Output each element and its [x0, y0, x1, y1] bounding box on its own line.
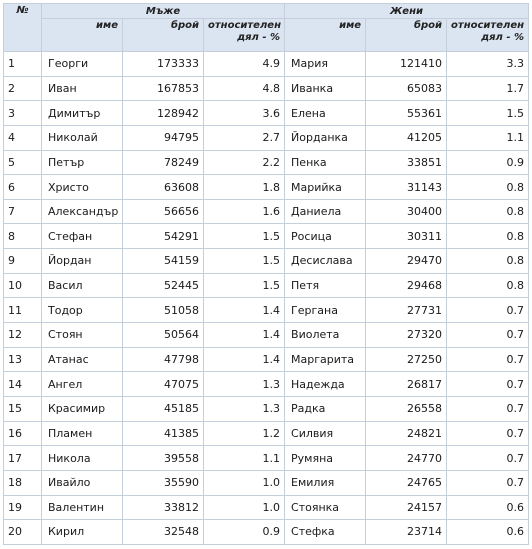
men-count-cell: 167853 [123, 76, 204, 101]
rank-cell: 12 [4, 323, 42, 348]
women-name-cell: Надежда [285, 372, 366, 397]
men-count-cell: 54291 [123, 224, 204, 249]
rank-cell: 18 [4, 470, 42, 495]
men-share-cell: 1.4 [204, 347, 285, 372]
women-share-cell: 0.8 [447, 224, 529, 249]
women-share-cell: 0.8 [447, 175, 529, 200]
table-body [4, 52, 529, 545]
men-count-cell: 39558 [123, 446, 204, 471]
men-share-header: относителен дял - % [204, 19, 285, 52]
women-count-cell: 29468 [366, 273, 447, 298]
table-row [4, 224, 529, 249]
men-name-cell: Димитър [42, 101, 123, 126]
women-header: Жени [285, 4, 529, 19]
women-name-cell: Емилия [285, 470, 366, 495]
women-name-header: име [285, 19, 366, 52]
women-share-cell: 0.7 [447, 421, 529, 446]
women-name-cell: Румяна [285, 446, 366, 471]
women-name-cell: Мария [285, 52, 366, 77]
women-share-cell: 0.8 [447, 249, 529, 274]
table-row [4, 199, 529, 224]
rank-cell: 1 [4, 52, 42, 77]
women-share-cell: 0.7 [447, 396, 529, 421]
men-name-cell: Кирил [42, 520, 123, 545]
table-row [4, 175, 529, 200]
women-count-cell: 121410 [366, 52, 447, 77]
men-count-cell: 52445 [123, 273, 204, 298]
women-name-cell: Стоянка [285, 495, 366, 520]
men-count-header: брой [123, 19, 204, 52]
men-count-cell: 56656 [123, 199, 204, 224]
men-name-cell: Васил [42, 273, 123, 298]
women-share-cell: 0.7 [447, 347, 529, 372]
men-count-cell: 78249 [123, 150, 204, 175]
rank-cell: 7 [4, 199, 42, 224]
men-name-cell: Никола [42, 446, 123, 471]
women-name-cell: Силвия [285, 421, 366, 446]
women-name-cell: Марийка [285, 175, 366, 200]
men-share-cell: 1.4 [204, 298, 285, 323]
table-row [4, 101, 529, 126]
men-name-cell: Тодор [42, 298, 123, 323]
table-row [4, 396, 529, 421]
men-share-cell: 1.3 [204, 372, 285, 397]
men-count-cell: 50564 [123, 323, 204, 348]
rank-cell: 11 [4, 298, 42, 323]
women-share-cell: 0.6 [447, 495, 529, 520]
men-count-cell: 173333 [123, 52, 204, 77]
men-name-cell: Николай [42, 125, 123, 150]
women-share-header: относителен дял - % [447, 19, 529, 52]
women-count-cell: 30400 [366, 199, 447, 224]
men-name-cell: Александър [42, 199, 123, 224]
women-name-cell: Десислава [285, 249, 366, 274]
men-name-cell: Ивайло [42, 470, 123, 495]
women-count-cell: 55361 [366, 101, 447, 126]
men-name-cell: Ангел [42, 372, 123, 397]
rank-cell: 9 [4, 249, 42, 274]
men-share-cell: 4.9 [204, 52, 285, 77]
women-count-cell: 24157 [366, 495, 447, 520]
rank-cell: 13 [4, 347, 42, 372]
men-share-cell: 1.8 [204, 175, 285, 200]
rank-cell: 16 [4, 421, 42, 446]
rank-cell: 4 [4, 125, 42, 150]
men-name-cell: Георги [42, 52, 123, 77]
men-share-cell: 1.0 [204, 470, 285, 495]
men-count-cell: 54159 [123, 249, 204, 274]
table-row [4, 323, 529, 348]
women-count-cell: 29470 [366, 249, 447, 274]
men-name-header: име [42, 19, 123, 52]
women-share-cell: 0.8 [447, 199, 529, 224]
women-share-cell: 0.6 [447, 520, 529, 545]
men-count-cell: 41385 [123, 421, 204, 446]
men-name-cell: Красимир [42, 396, 123, 421]
women-count-cell: 27320 [366, 323, 447, 348]
women-name-cell: Даниела [285, 199, 366, 224]
women-share-cell: 0.9 [447, 150, 529, 175]
women-name-cell: Йорданка [285, 125, 366, 150]
men-share-cell: 4.8 [204, 76, 285, 101]
table-row [4, 495, 529, 520]
rank-cell: 2 [4, 76, 42, 101]
men-count-cell: 94795 [123, 125, 204, 150]
women-count-cell: 24770 [366, 446, 447, 471]
number-header: № [4, 4, 42, 52]
names-table [3, 3, 529, 545]
men-name-cell: Христо [42, 175, 123, 200]
women-name-cell: Иванка [285, 76, 366, 101]
men-name-cell: Атанас [42, 347, 123, 372]
men-name-cell: Стефан [42, 224, 123, 249]
women-name-cell: Петя [285, 273, 366, 298]
women-share-cell: 1.5 [447, 101, 529, 126]
women-share-cell: 0.7 [447, 446, 529, 471]
men-share-cell: 1.5 [204, 273, 285, 298]
men-name-cell: Петър [42, 150, 123, 175]
women-count-cell: 41205 [366, 125, 447, 150]
men-name-cell: Валентин [42, 495, 123, 520]
women-share-cell: 0.7 [447, 298, 529, 323]
men-name-cell: Стоян [42, 323, 123, 348]
men-count-cell: 63608 [123, 175, 204, 200]
men-share-cell: 1.6 [204, 199, 285, 224]
men-count-cell: 47798 [123, 347, 204, 372]
women-count-cell: 24821 [366, 421, 447, 446]
men-share-cell: 1.0 [204, 495, 285, 520]
women-count-cell: 27250 [366, 347, 447, 372]
rank-cell: 14 [4, 372, 42, 397]
women-count-cell: 23714 [366, 520, 447, 545]
men-count-cell: 45185 [123, 396, 204, 421]
table-row [4, 76, 529, 101]
men-count-cell: 33812 [123, 495, 204, 520]
men-count-cell: 51058 [123, 298, 204, 323]
women-name-cell: Виолета [285, 323, 366, 348]
men-name-cell: Пламен [42, 421, 123, 446]
table-row [4, 298, 529, 323]
women-name-cell: Гергана [285, 298, 366, 323]
rank-cell: 15 [4, 396, 42, 421]
women-name-cell: Елена [285, 101, 366, 126]
women-name-cell: Стефка [285, 520, 366, 545]
women-name-cell: Радка [285, 396, 366, 421]
men-name-cell: Йордан [42, 249, 123, 274]
women-count-cell: 30311 [366, 224, 447, 249]
rank-cell: 8 [4, 224, 42, 249]
men-count-cell: 35590 [123, 470, 204, 495]
rank-cell: 6 [4, 175, 42, 200]
table-row [4, 470, 529, 495]
men-share-cell: 2.2 [204, 150, 285, 175]
men-share-cell: 1.2 [204, 421, 285, 446]
men-share-cell: 3.6 [204, 101, 285, 126]
men-name-cell: Иван [42, 76, 123, 101]
table-row [4, 421, 529, 446]
men-share-cell: 1.3 [204, 396, 285, 421]
men-count-cell: 47075 [123, 372, 204, 397]
rank-cell: 19 [4, 495, 42, 520]
table-row [4, 52, 529, 77]
table-row [4, 372, 529, 397]
women-share-cell: 0.7 [447, 372, 529, 397]
women-name-cell: Росица [285, 224, 366, 249]
rank-cell: 17 [4, 446, 42, 471]
table-row [4, 446, 529, 471]
table-row [4, 125, 529, 150]
women-count-cell: 26817 [366, 372, 447, 397]
table-row [4, 273, 529, 298]
women-share-cell: 0.7 [447, 470, 529, 495]
women-count-cell: 26558 [366, 396, 447, 421]
table-row [4, 150, 529, 175]
men-share-cell: 1.4 [204, 323, 285, 348]
table-row [4, 520, 529, 545]
rank-cell: 20 [4, 520, 42, 545]
rank-cell: 10 [4, 273, 42, 298]
table-row [4, 347, 529, 372]
women-count-cell: 31143 [366, 175, 447, 200]
women-count-cell: 27731 [366, 298, 447, 323]
rank-cell: 5 [4, 150, 42, 175]
women-name-cell: Маргарита [285, 347, 366, 372]
women-share-cell: 0.8 [447, 273, 529, 298]
women-count-cell: 65083 [366, 76, 447, 101]
women-share-cell: 0.7 [447, 323, 529, 348]
women-share-cell: 1.7 [447, 76, 529, 101]
men-share-cell: 1.5 [204, 224, 285, 249]
women-count-header: брой [366, 19, 447, 52]
table-header [4, 4, 529, 52]
women-share-cell: 3.3 [447, 52, 529, 77]
table-row [4, 249, 529, 274]
rank-cell: 3 [4, 101, 42, 126]
women-name-cell: Пенка [285, 150, 366, 175]
women-count-cell: 24765 [366, 470, 447, 495]
women-share-cell: 1.1 [447, 125, 529, 150]
men-count-cell: 32548 [123, 520, 204, 545]
men-header: Мъже [42, 4, 285, 19]
men-share-cell: 2.7 [204, 125, 285, 150]
men-share-cell: 1.1 [204, 446, 285, 471]
men-share-cell: 0.9 [204, 520, 285, 545]
men-count-cell: 128942 [123, 101, 204, 126]
men-share-cell: 1.5 [204, 249, 285, 274]
women-count-cell: 33851 [366, 150, 447, 175]
